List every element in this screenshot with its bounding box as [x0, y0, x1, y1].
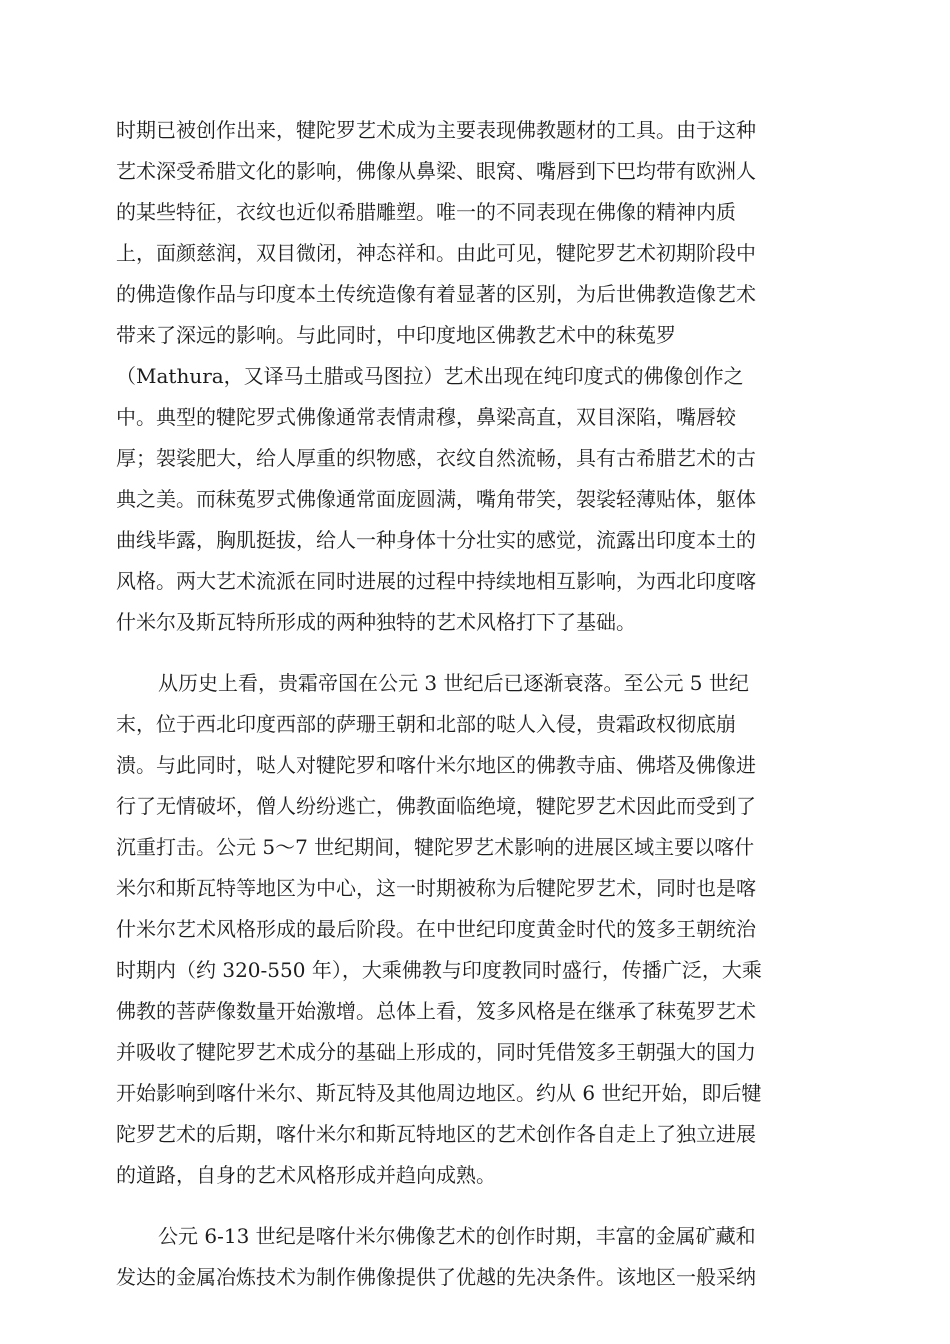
text-line: 时期内（约 320-550 年），大乘佛教与印度教同时盛行，传播广泛，大乘 — [116, 958, 762, 982]
text-line: 带来了深远的影响。与此同时，中印度地区佛教艺术中的秣菟罗 — [116, 323, 676, 347]
text-line: 曲线毕露，胸肌挺拔，给人一种身体十分壮实的感觉，流露出印度本土的 — [116, 528, 756, 552]
text-line: 中。典型的犍陀罗式佛像通常表情肃穆，鼻梁高直，双目深陷，嘴唇较 — [116, 405, 736, 429]
text-line: 发达的金属冶炼技术为制作佛像提供了优越的先决条件。该地区一般采纳 — [116, 1265, 756, 1289]
paragraph-2 — [116, 663, 836, 1196]
paragraph-spacer — [116, 1196, 836, 1216]
text-line: 开始影响到喀什米尔、斯瓦特及其他周边地区。约从 6 世纪开始，即后犍 — [116, 1081, 762, 1105]
text-line: 并吸收了犍陀罗艺术成分的基础上形成的，同时凭借笈多王朝强大的国力 — [116, 1040, 756, 1064]
text-line: 公元 6-13 世纪是喀什米尔佛像艺术的创作时期，丰富的金属矿藏和 — [158, 1224, 756, 1248]
text-line: 厚；袈裟肥大，给人厚重的织物感，衣纹自然流畅，具有古希腊艺术的古 — [116, 446, 756, 470]
text-line: 什米尔及斯瓦特所形成的两种独特的艺术风格打下了基础。 — [116, 610, 636, 634]
text-line: 溃。与此同时，哒人对犍陀罗和喀什米尔地区的佛教寺庙、佛塔及佛像进 — [116, 753, 756, 777]
text-line: 时期已被创作出来，犍陀罗艺术成为主要表现佛教题材的工具。由于这种 — [116, 118, 756, 142]
text-line: 米尔和斯瓦特等地区为中心，这一时期被称为后犍陀罗艺术，同时也是喀 — [116, 876, 756, 900]
text-line: 典之美。而秣菟罗式佛像通常面庞圆满，嘴角带笑，袈裟轻薄贴体，躯体 — [116, 487, 756, 511]
text-line: 上，面颜慈润，双目微闭，神态祥和。由此可见，犍陀罗艺术初期阶段中 — [116, 241, 756, 265]
text-line: 陀罗艺术的后期，喀什米尔和斯瓦特地区的艺术创作各自走上了独立进展 — [116, 1122, 756, 1146]
paragraph-1 — [116, 110, 836, 643]
text-line: 艺术深受希腊文化的影响，佛像从鼻梁、眼窝、嘴唇到下巴均带有欧洲人 — [116, 159, 756, 183]
text-line: 的道路，自身的艺术风格形成并趋向成熟。 — [116, 1163, 496, 1187]
text-line: 什米尔艺术风格形成的最后阶段。在中世纪印度黄金时代的笈多王朝统治 — [116, 917, 756, 941]
paragraph-spacer — [116, 643, 836, 663]
text-line: 沉重打击。公元 5～7 世纪期间，犍陀罗艺术影响的进展区域主要以喀什 — [116, 835, 755, 859]
text-line: 行了无情破坏，僧人纷纷逃亡，佛教面临绝境，犍陀罗艺术因此而受到了 — [116, 794, 756, 818]
text-line: 从历史上看，贵霜帝国在公元 3 世纪后已逐渐衰落。至公元 5 世纪 — [158, 671, 749, 695]
body-text — [116, 110, 836, 1298]
text-line: （Mathura，又译马土腊或马图拉）艺术出现在纯印度式的佛像创作之 — [116, 364, 744, 388]
text-line: 的佛造像作品与印度本土传统造像有着显著的区别，为后世佛教造像艺术 — [116, 282, 756, 306]
text-line: 的某些特征，衣纹也近似希腊雕塑。唯一的不同表现在佛像的精神内质 — [116, 200, 736, 224]
paragraph-3 — [116, 1216, 836, 1298]
text-line: 佛教的菩萨像数量开始激增。总体上看，笈多风格是在继承了秣菟罗艺术 — [116, 999, 756, 1023]
text-line: 末，位于西北印度西部的萨珊王朝和北部的哒人入侵，贵霜政权彻底崩 — [116, 712, 736, 736]
text-line: 风格。两大艺术流派在同时进展的过程中持续地相互影响，为西北印度喀 — [116, 569, 756, 593]
